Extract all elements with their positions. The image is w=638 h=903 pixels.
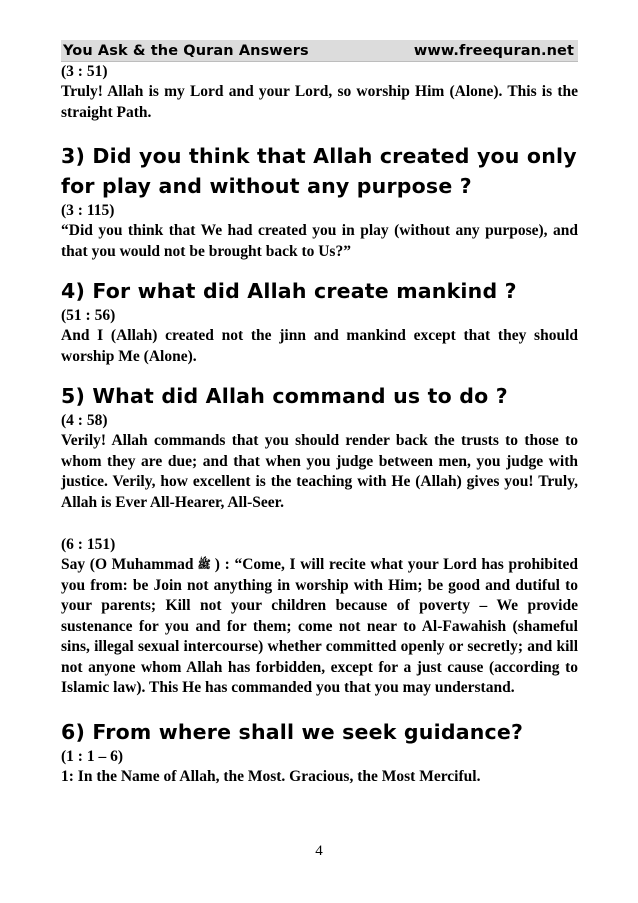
salutation-glyph: ﷺ [197,559,211,572]
verse-text: “Did you think that We had created you in play (without any purpose), and that you would not be brought back to Us?” [61,222,578,260]
verse-text: Truly! Allah is my Lord and your Lord, so worship Him (Alone). This is the straight Path. [61,83,578,121]
verse-reference: (1 : 1 – 6) [61,747,123,765]
running-header [61,40,578,62]
verse-reference: (51 : 56) [61,307,116,324]
book-title: You Ask & the Quran Answers [63,42,309,59]
page-number: 4 [315,843,323,859]
question-heading-4: 4) For what did Allah create mankind ? [61,279,517,303]
question-heading-5: 5) What did Allah command us to do ? [61,384,508,408]
website-link[interactable]: www.freequran.net [413,42,574,59]
verse-reference: (3 : 115) [61,202,115,219]
verse-text: And I (Allah) created not the jinn and mankind except that they should worship Me (Alone). [61,327,578,365]
verse-text [61,555,578,699]
verse-text-part: Say (O Muhammad [61,556,194,573]
verse-text: Verily! Allah commands that you should render back the trusts to those to whom they are due; and that when you judge between men, you judge with justice. Verily, how excellent is the teaching with He (Allah) gives you! Truly, Allah is Ever All-Hearer, All-Seer. [61,432,578,511]
verse-reference: (6 : 151) [61,536,116,553]
verse-reference: (4 : 58) [61,412,108,429]
verse-text: 1: In the Name of Allah, the Most. Gracious, the Most Merciful. [61,767,481,785]
verse-reference: (3 : 51) [61,63,108,80]
question-heading-6: 6) From where shall we seek guidance? [61,719,524,744]
document-page [61,40,578,787]
question-heading-3: 3) Did you think that Allah created you only for play and without any purpose ? [61,144,577,198]
verse-text-part: ) : “Come, I will recite what your Lord has prohibited you from: be Join not anything in worship with Him; be good and dutiful to your parents; Kill not your children because of poverty – We provide sustenance for you and for them; come not near to Al-Fawahish (shameful sins, illegal sexual intercourse) whether committed openly or secretly; and kill not anyone whom Allah has forbidden, except for a just cause (according to Islamic law). This He has commanded you that you may understand. [61,556,578,697]
